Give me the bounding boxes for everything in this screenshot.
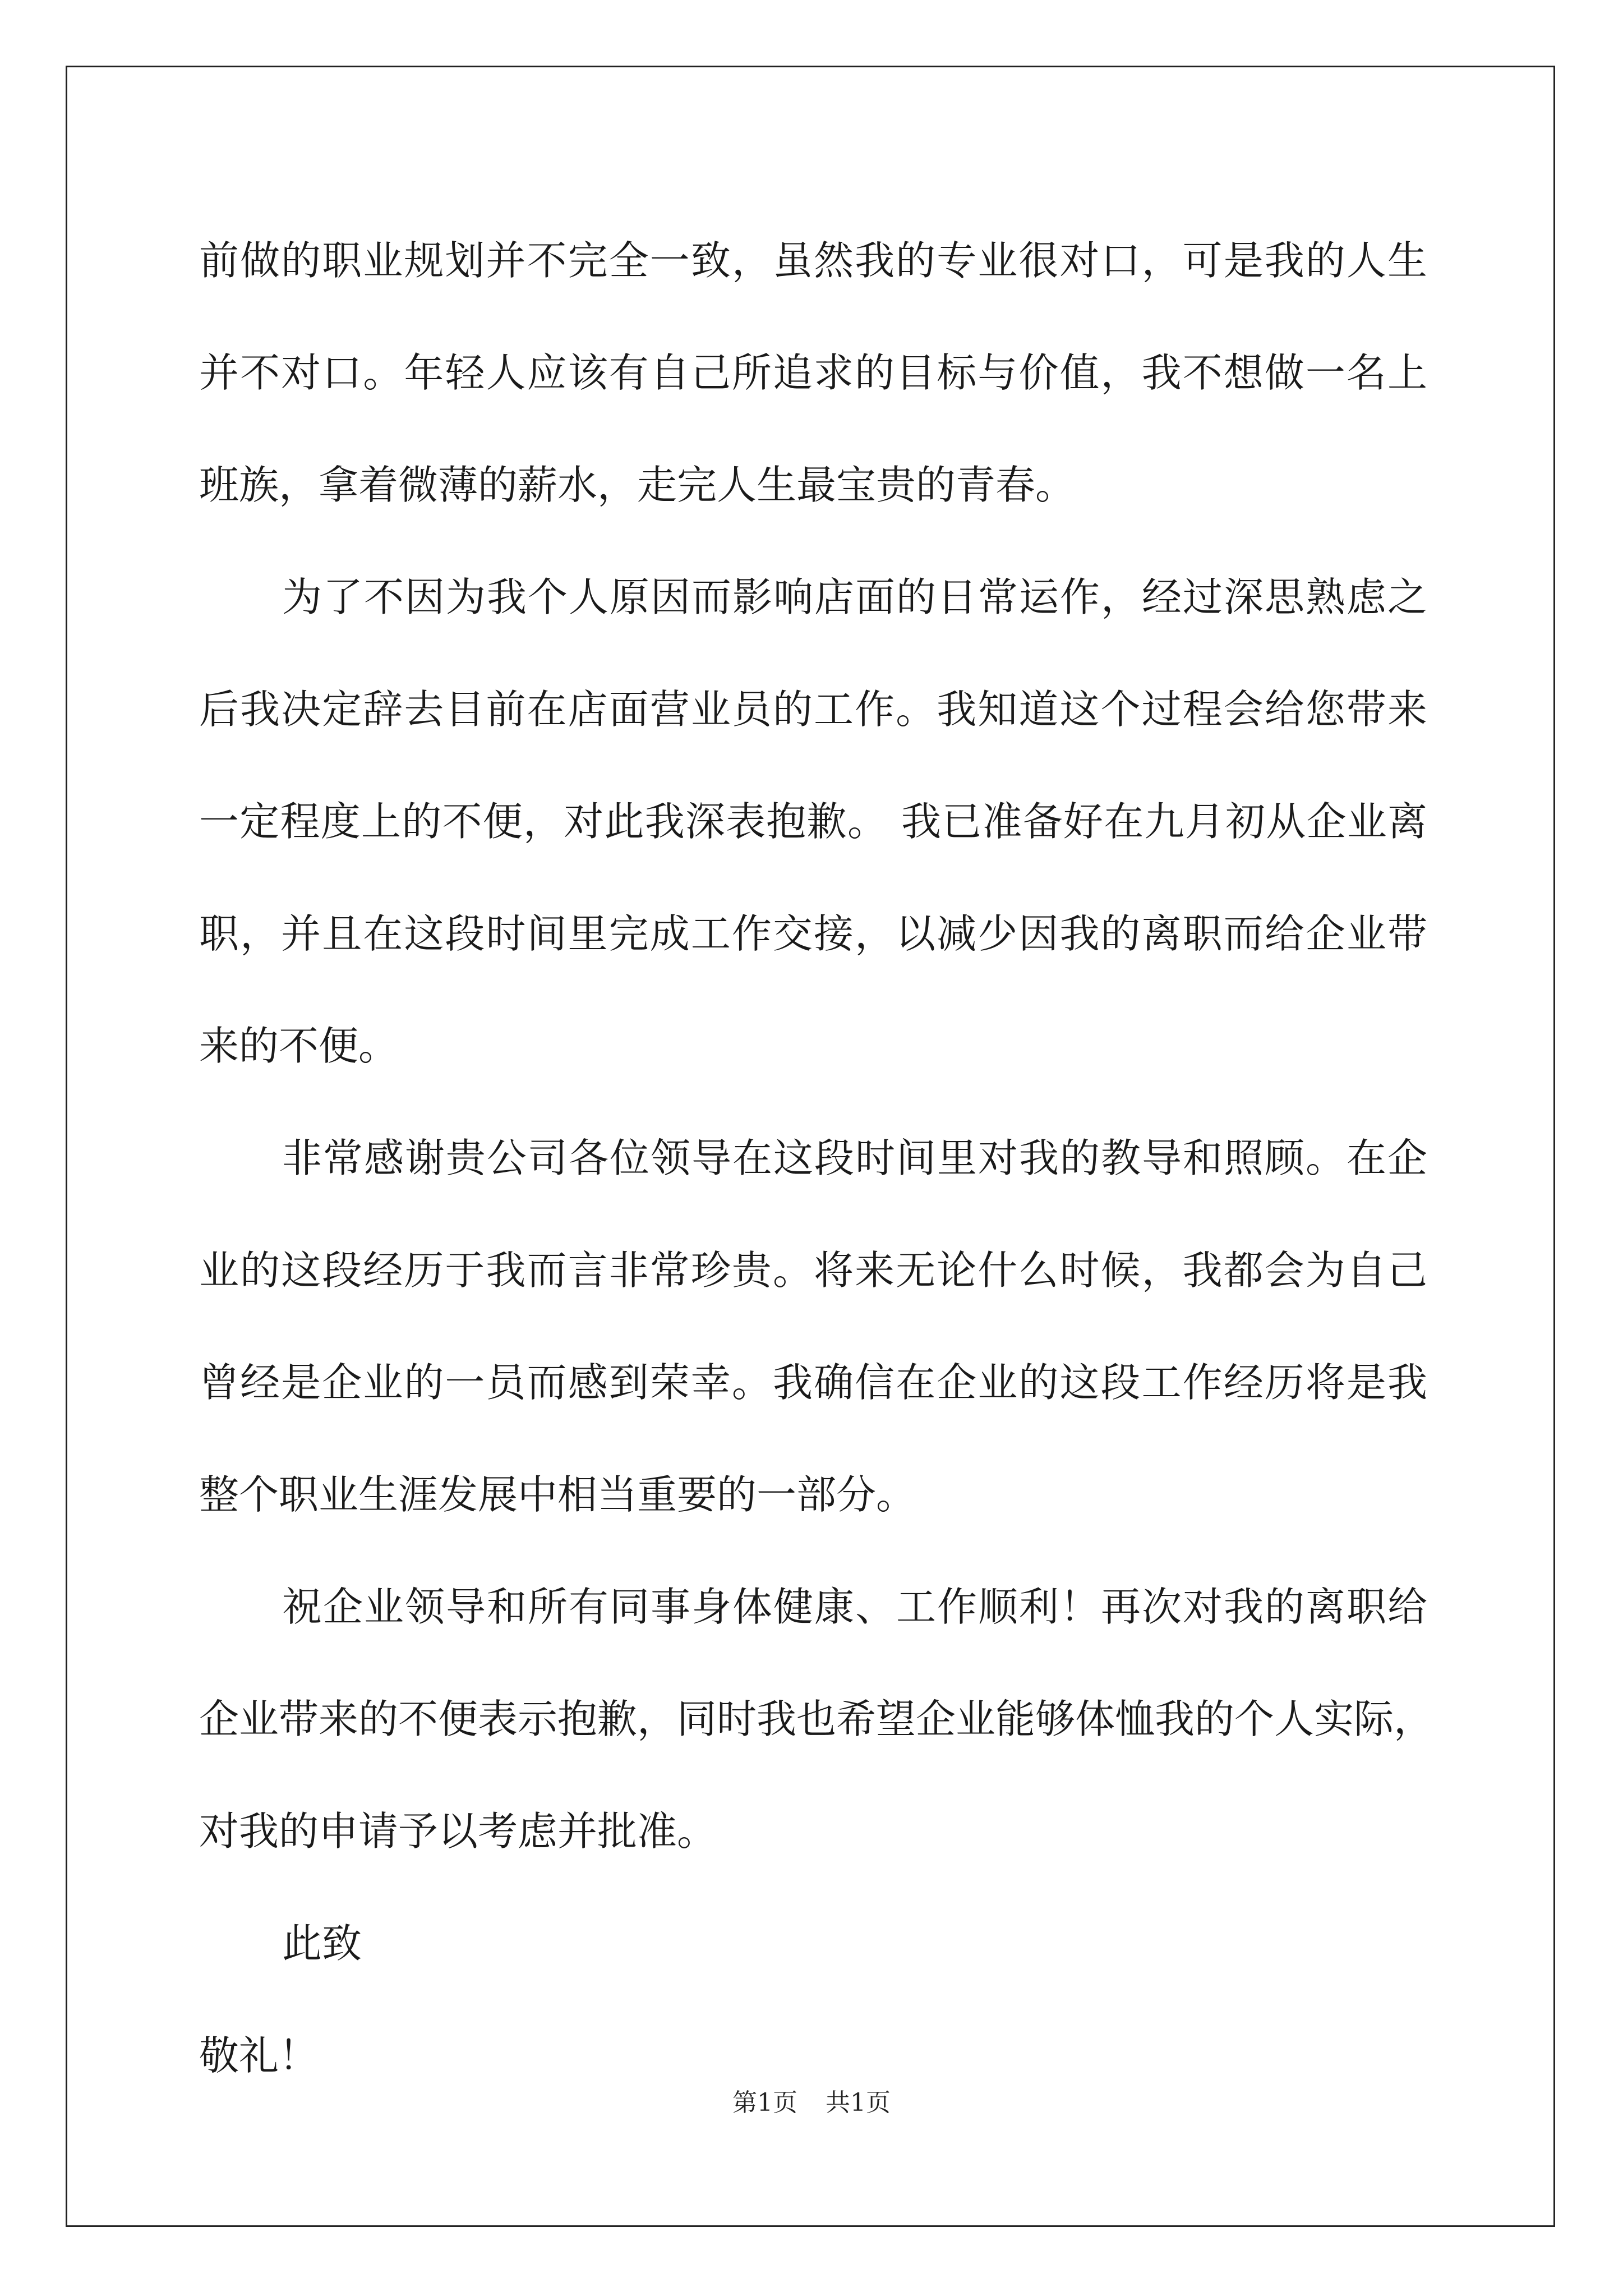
text-line-6: 一定程度上的不便，对此我深表抱歉。 我已准备好在九月初从企业离 bbox=[199, 798, 1427, 845]
text-line-7: 职，并且在这段时间里完成工作交接，以减少因我的离职而给企业带 bbox=[199, 910, 1427, 957]
text-line-15: 对我的申请予以考虑并批准。 bbox=[199, 1808, 717, 1855]
text-line-9: 非常感谢贵公司各位领导在这段时间里对我的教导和照顾。在企 bbox=[282, 1135, 1427, 1181]
closing-salutation: 此致 bbox=[282, 1920, 362, 1967]
text-line-4: 为了不因为我个人原因而影响店面的日常运作，经过深思熟虑之 bbox=[282, 574, 1427, 620]
text-line-8: 来的不便。 bbox=[199, 1023, 399, 1069]
letter-body bbox=[199, 205, 1434, 2112]
text-line-2: 并不对口。年轻人应该有自己所追求的目标与价值，我不想做一名上 bbox=[199, 349, 1427, 396]
text-line-13: 祝企业领导和所有同事身体健康、工作顺利！再次对我的离职给 bbox=[282, 1584, 1427, 1630]
text-line-14: 企业带来的不便表示抱歉，同时我也希望企业能够体恤我的个人实际， bbox=[199, 1696, 1434, 1742]
page-number-total: 共1页 bbox=[826, 2088, 891, 2117]
text-line-5: 后我决定辞去目前在店面营业员的工作。我知道这个过程会给您带来 bbox=[199, 686, 1427, 733]
text-line-10: 业的这段经历于我而言非常珍贵。将来无论什么时候，我都会为自己 bbox=[199, 1247, 1427, 1294]
text-line-1: 前做的职业规划并不完全一致，虽然我的专业很对口，可是我的人生 bbox=[199, 237, 1427, 284]
closing-regards: 敬礼！ bbox=[199, 2032, 319, 2079]
text-line-3: 班族，拿着微薄的薪水，走完人生最宝贵的青春。 bbox=[199, 462, 1076, 508]
page-footer bbox=[0, 2082, 1623, 2118]
text-line-11: 曾经是企业的一员而感到荣幸。我确信在企业的这段工作经历将是我 bbox=[199, 1359, 1427, 1406]
text-line-12: 整个职业生涯发展中相当重要的一部分。 bbox=[199, 1471, 916, 1518]
page-number-current: 第1页 bbox=[732, 2088, 797, 2117]
